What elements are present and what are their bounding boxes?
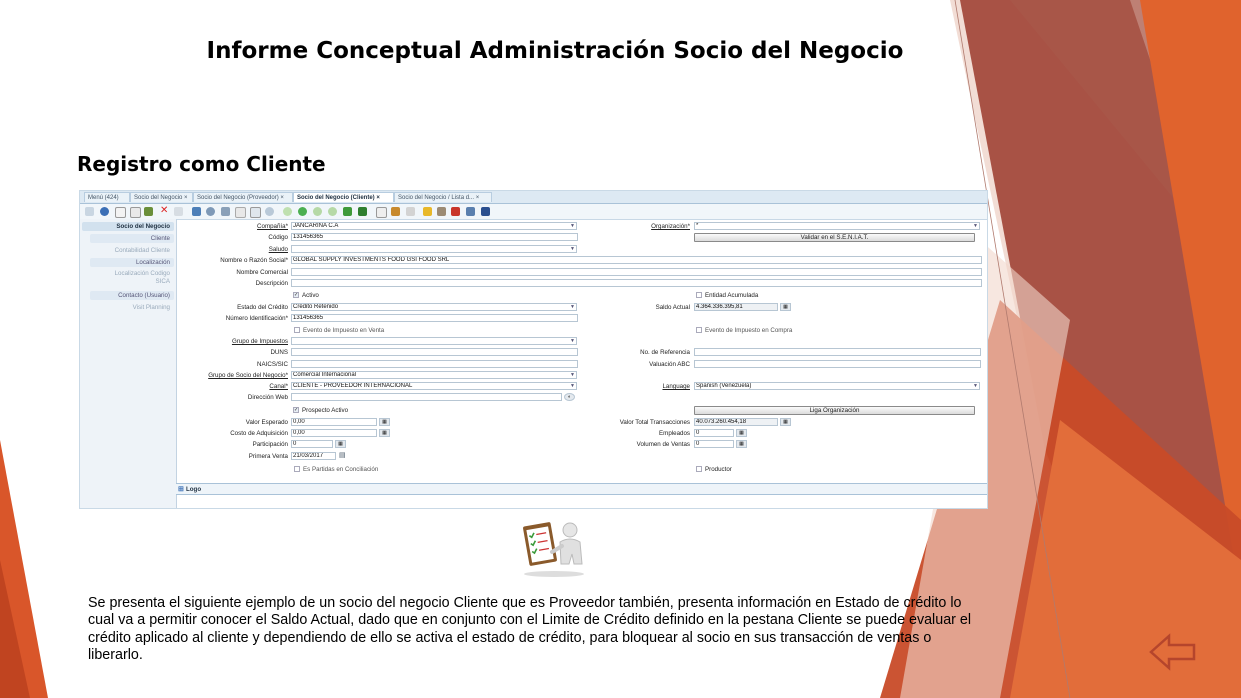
productor-checkbox[interactable] (696, 466, 702, 472)
saldo-actual-label: Saldo Actual (655, 304, 690, 311)
calculator-icon[interactable]: ▦ (736, 440, 747, 448)
direccion-web-label: Dirección Web (247, 394, 288, 401)
primera-venta-field[interactable]: 21/03/2017 (291, 452, 336, 460)
previous-record-icon[interactable] (313, 207, 322, 216)
numero-id-label: Número Identificación* (225, 315, 288, 322)
partidas-checkbox[interactable] (294, 466, 300, 472)
naics-field[interactable] (291, 360, 578, 368)
section-title: Registro como Cliente (77, 152, 326, 176)
sidebar-item-visit-planning[interactable]: Visit Planning (132, 304, 170, 311)
participacion-label: Participación (252, 441, 288, 448)
evento-compra-checkbox[interactable] (696, 327, 702, 333)
productor-label: Productor (705, 466, 732, 473)
costo-adq-label: Costo de Adquisición (230, 430, 288, 437)
process-icon[interactable] (481, 207, 490, 216)
expand-icon[interactable]: ⊞ (178, 486, 184, 493)
first-record-icon[interactable] (298, 207, 307, 216)
chevron-down-icon: ▼ (570, 338, 575, 344)
language-value: Spanish (Venezuela) (696, 383, 752, 389)
valor-total-field: 40.073.260.454,18 (694, 418, 778, 426)
nombre-label: Nombre o Razón Social* (220, 257, 288, 264)
nombre-comercial-field[interactable] (291, 268, 982, 276)
canal-value: CLIENTE - PROVEEDOR INTERNACIONAL (293, 383, 413, 389)
slide-description: Se presenta el siguiente ejemplo de un socio del negocio Cliente que es Proveedor también, presenta información en Estado de crédito lo cual va a permitir conocer el Saldo Actual, dado que en conjunto con el Limite de Crédito definido en la pestana Cliente se puede evaluar el crédito aplicado al cliente y dependiendo de ello se activa el estado de crédito, para bloquear al socio en sus transacción de ventas o liberarlo. (88, 595, 972, 663)
organizacion-value: * (696, 223, 699, 229)
naics-label: NAICS/SIC (257, 361, 288, 368)
grupo-socio-select[interactable] (291, 371, 577, 379)
evento-venta-checkbox[interactable] (294, 327, 300, 333)
volumen-label: Volumen de Ventas (636, 441, 690, 448)
sidebar-item-localizacion-codigo[interactable]: Localización Codigo (114, 270, 170, 277)
estado-credito-label: Estado del Crédito (237, 304, 288, 311)
zoom-across-icon[interactable] (437, 207, 446, 216)
toolbar (80, 204, 988, 220)
ignore-icon[interactable] (85, 207, 94, 216)
save-icon[interactable] (144, 207, 153, 216)
compania-select[interactable] (291, 222, 577, 230)
empleados-label: Empleados (659, 430, 690, 437)
language-select[interactable] (694, 382, 980, 390)
calculator-icon[interactable]: ▦ (736, 429, 747, 437)
partidas-label: Es Partidas en Conciliación (303, 466, 379, 473)
empleados-field[interactable]: 0 (694, 429, 734, 437)
report-icon[interactable] (376, 207, 387, 218)
grid-toggle-icon[interactable] (250, 207, 261, 218)
search-icon[interactable] (206, 207, 215, 216)
valor-esperado-field[interactable]: 0,00 (291, 418, 377, 426)
prospecto-label: Prospecto Activo (302, 407, 349, 414)
chevron-down-icon: ▼ (570, 246, 575, 252)
slide-title: Informe Conceptual Administración Socio del Negocio (206, 38, 904, 64)
open-url-icon[interactable]: ◐ (564, 393, 575, 401)
help-icon[interactable] (100, 207, 109, 216)
grupo-socio-label: Grupo de Socio del Negocio* (208, 372, 288, 379)
logo-section[interactable] (176, 483, 988, 495)
chat-icon[interactable] (235, 207, 246, 218)
clipboard-figure-icon (512, 518, 592, 578)
descripcion-field[interactable] (291, 279, 982, 287)
chevron-down-icon: ▼ (570, 383, 575, 389)
evento-venta-label: Evento de Impuesto en Venta (303, 327, 385, 334)
app-screenshot (79, 190, 988, 509)
attachment-icon[interactable] (221, 207, 230, 216)
sidebar-item-sica[interactable]: SICA (155, 278, 170, 285)
requests-icon[interactable] (451, 207, 460, 216)
chevron-down-icon: ▼ (570, 223, 575, 229)
chevron-down-icon: ▼ (570, 372, 575, 378)
liga-organizacion-button[interactable]: Liga Organización (694, 406, 975, 415)
primera-venta-label: Primera Venta (248, 453, 288, 460)
valor-total-label: Valor Total Transacciones (619, 419, 690, 426)
calculator-icon[interactable]: ▦ (335, 440, 346, 448)
sidebar-item-contacto[interactable]: Contacto (Usuario) (90, 291, 174, 300)
entidad-acumulada-label: Entidad Acumulada (705, 292, 759, 299)
canal-select[interactable] (291, 382, 577, 390)
grupo-impuestos-select[interactable] (291, 337, 577, 345)
sidebar (80, 219, 177, 509)
saldo-actual-field: 4.364.336.395,81 (694, 303, 778, 311)
workflow-icon[interactable] (466, 207, 475, 216)
valuacion-field[interactable] (694, 360, 981, 368)
refresh-icon[interactable] (192, 207, 201, 216)
chevron-down-icon: ▼ (973, 223, 978, 229)
estado-credito-value: Crédito Retenido (293, 304, 339, 310)
back-arrow-icon[interactable] (1149, 632, 1197, 672)
organizacion-label: Organización* (651, 223, 690, 230)
canal-label: Canal* (269, 383, 288, 390)
sidebar-item-contabilidad[interactable]: Contabilidad Cliente (114, 247, 170, 254)
saludo-label: Saludo (268, 246, 288, 253)
home-icon[interactable] (283, 207, 292, 216)
sidebar-item-socio[interactable]: Socio del Negocio (82, 222, 174, 231)
duns-field[interactable] (291, 348, 578, 356)
tab-bar (80, 191, 988, 204)
lock-icon[interactable] (423, 207, 432, 216)
delete-icon[interactable]: ✕ (160, 205, 169, 216)
detail-record-icon[interactable] (358, 207, 367, 216)
print-icon[interactable] (406, 207, 415, 216)
sidebar-item-localizacion[interactable]: Localización (90, 258, 174, 267)
calculator-icon[interactable]: ▦ (379, 418, 390, 426)
tab-socio-proveedor[interactable]: Socio del Negocio (Proveedor) × (193, 192, 293, 202)
direccion-web-field[interactable] (291, 393, 562, 401)
chevron-down-icon: ▼ (570, 304, 575, 310)
validar-seniat-button[interactable]: Validar en el S.E.N.I.A.T. (694, 233, 975, 242)
calendar-icon[interactable]: ▤ (339, 452, 346, 459)
chevron-down-icon: ▼ (973, 383, 978, 389)
next-record-icon[interactable] (328, 207, 337, 216)
compania-value: JANCARINA C.A (293, 223, 339, 229)
codigo-field[interactable]: 131456365 (291, 233, 578, 241)
archive-icon[interactable] (391, 207, 400, 216)
nombre-field[interactable]: GLOBAL SUPPLY INVESTMENTS FOOD GSI FOOD SRL (291, 256, 982, 264)
last-record-icon[interactable] (343, 207, 352, 216)
evento-compra-label: Evento de Impuesto en Compra (705, 327, 793, 334)
organizacion-select[interactable] (694, 222, 980, 230)
history-icon[interactable] (265, 207, 274, 216)
language-label: Language (662, 383, 690, 390)
codigo-label: Código (268, 234, 288, 241)
costo-adq-field[interactable]: 0,00 (291, 429, 377, 437)
valuacion-label: Valuación ABC (649, 361, 690, 368)
tab-menu[interactable]: Menú (424) (84, 192, 130, 202)
estado-credito-select[interactable] (291, 303, 577, 311)
valor-esperado-label: Valor Esperado (245, 419, 288, 426)
tab-socio-negocio[interactable]: Socio del Negocio × (130, 192, 193, 202)
copy-icon[interactable] (130, 207, 141, 218)
entidad-acumulada-checkbox[interactable] (696, 292, 702, 298)
calculator-icon[interactable]: ▦ (780, 303, 791, 311)
sidebar-item-cliente[interactable]: Cliente (90, 234, 174, 243)
grupo-impuestos-label: Grupo de Impuestos (231, 338, 288, 345)
no-referencia-label: No. de Referencia (640, 349, 690, 356)
descripcion-label: Descripción (255, 280, 288, 287)
prospecto-checkbox[interactable]: ✓ (294, 407, 299, 413)
nombre-comercial-label: Nombre Comercial (236, 269, 288, 276)
tab-socio-lista[interactable]: Socio del Negocio / Lista d... × (394, 192, 492, 202)
tab-socio-cliente[interactable]: Socio del Negocio (Cliente) × (293, 192, 394, 202)
activo-checkbox[interactable]: ✓ (294, 292, 299, 298)
delete-selection-icon[interactable] (174, 207, 183, 216)
logo-section-label: Logo (186, 486, 202, 493)
saludo-select[interactable] (291, 245, 577, 253)
calculator-icon[interactable]: ▦ (379, 429, 390, 437)
activo-label: Activo (302, 292, 319, 299)
participacion-field[interactable]: 0 (291, 440, 333, 448)
calculator-icon[interactable]: ▦ (780, 418, 791, 426)
grupo-socio-value: Comercial Internacional (293, 372, 357, 378)
volumen-field[interactable]: 0 (694, 440, 734, 448)
numero-id-field[interactable]: 131456365 (291, 314, 578, 322)
duns-label: DUNS (270, 349, 288, 356)
new-icon[interactable] (115, 207, 126, 218)
no-referencia-field[interactable] (694, 348, 981, 356)
compania-label: Compañía* (257, 223, 288, 230)
